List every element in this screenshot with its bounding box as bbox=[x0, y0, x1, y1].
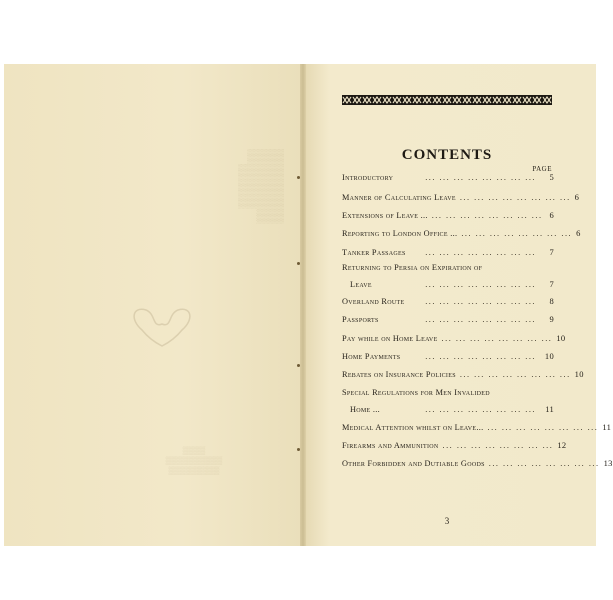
toc-entry bbox=[342, 351, 554, 363]
page-column-header: PAGE bbox=[532, 165, 552, 173]
show-through-ornament bbox=[122, 300, 202, 348]
toc-entry bbox=[342, 228, 581, 240]
toc-entry-page: 10 bbox=[556, 333, 566, 343]
toc-leader-dots: ... ... ... ... ... ... ... ... bbox=[459, 193, 571, 202]
toc-leader-dots: ... ... ... ... ... ... ... ... bbox=[425, 405, 536, 414]
toc-entry-title: Other Forbidden and Dutiable Goods bbox=[342, 459, 485, 468]
toc-leader-dots: ... ... ... ... ... ... ... ... bbox=[459, 370, 571, 379]
toc-leader-dots: ... ... ... ... ... ... ... ... bbox=[442, 441, 554, 450]
toc-entry bbox=[342, 192, 580, 204]
decorative-border-ornament bbox=[342, 95, 552, 105]
toc-entry-page: 5 bbox=[549, 172, 554, 182]
toc-entry-title: Returning to Persia on Expiration of bbox=[342, 263, 483, 272]
toc-entry bbox=[342, 458, 613, 470]
toc-leader-dots: ... ... ... ... ... ... ... ... bbox=[431, 211, 543, 220]
toc-leader-dots: ... ... ... ... ... ... ... ... bbox=[488, 459, 600, 468]
toc-entry-page: 6 bbox=[549, 210, 554, 220]
toc-entry-title: Leave bbox=[350, 280, 372, 289]
toc-leader-dots: ... ... ... ... ... ... ... ... bbox=[425, 280, 536, 289]
toc-entry-page: 13 bbox=[603, 458, 613, 468]
toc-leader-dots: ... ... ... ... ... ... ... ... bbox=[425, 315, 536, 324]
toc-entry bbox=[342, 314, 554, 326]
binding-stitch bbox=[297, 448, 300, 451]
toc-entry-page: 11 bbox=[602, 422, 612, 432]
toc-entry-title: Medical Attention whilst on Leave... bbox=[342, 423, 484, 432]
toc-entry-title: Overland Route bbox=[342, 297, 405, 306]
toc-leader-dots: ... ... ... ... ... ... ... ... bbox=[441, 334, 553, 343]
toc-leader-dots: ... ... ... ... ... ... ... ... bbox=[425, 248, 536, 257]
toc-entry-page: 6 bbox=[576, 228, 581, 238]
toc-entry bbox=[342, 388, 554, 400]
toc-entry bbox=[342, 440, 567, 452]
toc-entry-title: Reporting to London Office ... bbox=[342, 229, 458, 238]
toc-entry-title: Manner of Calculating Leave bbox=[342, 193, 456, 202]
toc-entry-title: Tanker Passages bbox=[342, 248, 406, 257]
toc-entry-page: 9 bbox=[549, 314, 554, 324]
toc-entry-title: Special Regulations for Men Invalided bbox=[342, 388, 490, 397]
contents-title: CONTENTS bbox=[401, 147, 493, 163]
toc-entry bbox=[342, 422, 612, 434]
toc-entry-title: Home Payments bbox=[342, 352, 401, 361]
toc-entry bbox=[342, 263, 554, 275]
binding-stitch bbox=[297, 262, 300, 265]
toc-entry-page: 7 bbox=[549, 279, 554, 289]
binding-stitch bbox=[297, 364, 300, 367]
toc-entry-title: Firearms and Ammunition bbox=[342, 441, 439, 450]
toc-entry-title: Extensions of Leave ... bbox=[342, 211, 428, 220]
toc-entry bbox=[342, 210, 554, 222]
show-through-text: ▒▒▒▒ ▒▒▒▒▒ ▒▒▒▒▒ ▒▒▒▒▒ ▒▒▒ bbox=[237, 148, 284, 223]
toc-entry-page: 11 bbox=[545, 404, 554, 414]
toc-entry-page: 10 bbox=[574, 369, 584, 379]
toc-entry-page: 8 bbox=[549, 296, 554, 306]
toc-entry bbox=[342, 247, 554, 259]
toc-entry bbox=[342, 279, 554, 291]
toc-leader-dots: ... ... ... ... ... ... ... ... bbox=[425, 352, 536, 361]
page-number: 3 bbox=[444, 516, 450, 526]
show-through-imprint: ▒▒▒▒ ▒▒▒▒▒▒▒▒▒▒ ▒▒▒▒▒▒▒▒▒ bbox=[165, 446, 223, 475]
toc-entry bbox=[342, 333, 566, 345]
toc-entry bbox=[342, 172, 554, 184]
left-page bbox=[4, 64, 300, 546]
toc-entry-title: Rebates on Insurance Policies bbox=[342, 370, 456, 379]
toc-entry-page: 12 bbox=[557, 440, 567, 450]
toc-entry-title: Introductory bbox=[342, 173, 394, 182]
toc-entry-title: Pay while on Home Leave bbox=[342, 334, 438, 343]
toc-entry bbox=[342, 296, 554, 308]
toc-entry-page: 10 bbox=[544, 351, 554, 361]
toc-entry bbox=[342, 369, 584, 381]
toc-entry-title: Home ... bbox=[350, 405, 381, 414]
binding-stitch bbox=[297, 176, 300, 179]
toc-entry-title: Passports bbox=[342, 315, 379, 324]
toc-leader-dots: ... ... ... ... ... ... ... ... bbox=[425, 173, 536, 182]
toc-leader-dots: ... ... ... ... ... ... ... ... bbox=[425, 297, 536, 306]
toc-entry-page: 6 bbox=[574, 192, 580, 202]
toc-leader-dots: ... ... ... ... ... ... ... ... bbox=[487, 423, 599, 432]
toc-entry bbox=[342, 404, 554, 416]
toc-leader-dots: ... ... ... ... ... ... ... ... bbox=[461, 229, 573, 238]
toc-entry-page: 7 bbox=[549, 247, 554, 257]
